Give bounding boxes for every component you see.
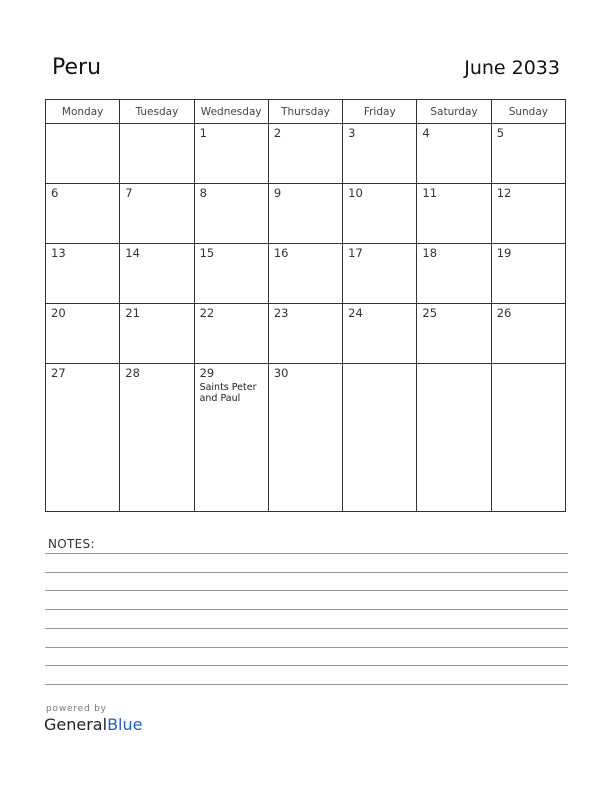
day-cell [120, 243, 194, 303]
holiday-label: Saints Peter and Paul [199, 381, 257, 405]
note-line [45, 647, 568, 648]
country-title: Peru [52, 55, 102, 80]
week-row [46, 303, 566, 363]
day-cell [417, 243, 491, 303]
day-cell [120, 303, 194, 363]
notes-label: NOTES: [48, 537, 95, 551]
note-line [45, 572, 568, 573]
day-cell [343, 124, 417, 184]
day-number: 13 [51, 245, 66, 260]
day-number: 28 [125, 365, 140, 380]
day-number: 3 [348, 126, 356, 140]
day-cell [268, 303, 342, 363]
day-cell [417, 124, 491, 184]
weekday-header: Sunday [491, 100, 565, 124]
weekday-header: Friday [343, 100, 417, 124]
day-cell [343, 243, 417, 303]
day-cell [491, 124, 565, 184]
note-line [45, 684, 568, 685]
brand-name-accent: Blue [107, 715, 143, 734]
month-title: June 2033 [464, 57, 560, 79]
day-number: 15 [199, 245, 215, 260]
day-cell [46, 303, 120, 363]
day-cell [120, 183, 194, 243]
day-cell [194, 243, 268, 303]
day-cell [491, 243, 565, 303]
day-cell [417, 183, 491, 243]
day-number: 20 [51, 305, 66, 320]
day-number: 5 [496, 126, 505, 140]
day-cell [268, 124, 342, 184]
week-row [46, 363, 566, 511]
day-number: 12 [496, 185, 512, 200]
day-cell [268, 363, 342, 511]
day-cell [268, 243, 342, 303]
brand-name [44, 715, 142, 734]
day-number: 23 [273, 305, 289, 320]
day-number: 24 [348, 305, 363, 320]
note-line [45, 609, 568, 610]
week-row [46, 183, 566, 243]
weekday-header-row [46, 100, 566, 124]
weekday-header: Saturday [417, 100, 491, 124]
day-cell [343, 183, 417, 243]
weekday-header: Tuesday [120, 100, 194, 124]
weekday-header: Thursday [268, 100, 342, 124]
weekday-header: Wednesday [194, 100, 268, 124]
day-number: 22 [199, 305, 215, 320]
weekday-header: Monday [46, 100, 120, 124]
note-line [45, 628, 568, 629]
day-cell [417, 303, 491, 363]
day-cell [343, 303, 417, 363]
day-number: 25 [422, 305, 438, 320]
brand-logo [44, 704, 142, 734]
day-cell [46, 183, 120, 243]
day-cell [46, 243, 120, 303]
calendar-grid [45, 99, 566, 512]
day-number: 8 [199, 185, 207, 200]
day-cell [194, 303, 268, 363]
day-number: 4 [422, 126, 430, 140]
day-cell [491, 183, 565, 243]
day-number: 30 [273, 365, 289, 380]
day-number: 29 [199, 365, 215, 380]
day-number: 1 [199, 126, 207, 140]
note-line [45, 590, 568, 591]
day-cell [343, 363, 417, 511]
day-cell [491, 303, 565, 363]
day-number: 10 [348, 185, 363, 200]
day-cell [417, 363, 491, 511]
day-number: 6 [51, 185, 59, 200]
brand-name-main: General [44, 715, 108, 734]
week-row [46, 124, 566, 184]
powered-by-text: powered by [46, 704, 107, 714]
day-number: 26 [496, 305, 512, 320]
day-number: 7 [125, 185, 133, 200]
day-number: 14 [125, 245, 140, 260]
day-cell [120, 363, 194, 511]
day-number: 18 [422, 245, 438, 260]
note-line [45, 665, 568, 666]
day-number: 17 [348, 245, 363, 260]
day-number: 19 [496, 245, 512, 260]
day-cell [194, 363, 268, 511]
day-cell [268, 183, 342, 243]
day-number: 21 [125, 305, 140, 320]
day-cell [194, 183, 268, 243]
day-number: 2 [273, 126, 282, 140]
day-cell [194, 124, 268, 184]
day-number: 16 [273, 245, 289, 260]
day-cell [46, 363, 120, 511]
day-number: 11 [422, 185, 438, 200]
day-number: 27 [51, 365, 66, 380]
day-cell [120, 124, 194, 184]
day-number: 9 [273, 185, 282, 200]
week-row [46, 243, 566, 303]
day-cell [46, 124, 120, 184]
day-cell [491, 363, 565, 511]
note-line [45, 553, 568, 554]
